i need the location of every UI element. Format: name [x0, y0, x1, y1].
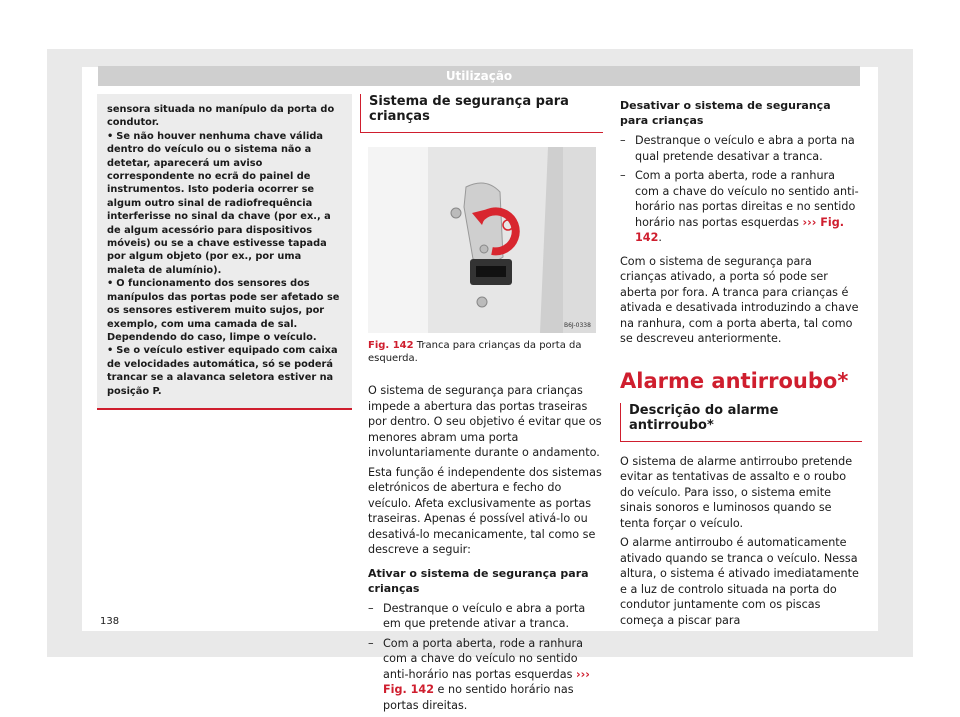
bullet-icon: •: [107, 345, 114, 357]
column-middle: [361, 94, 603, 717]
paragraph: O sistema de segurança para crianças impede a abertura das portas traseiras por dentro. O seu objetivo é evitar que os menores abram uma porta involuntariamente durante o andamento.: [368, 384, 602, 459]
paragraph: Esta função é independente dos sistemas eletrónicos de abertura e fecho do veículo. Afeta exclusivamente as portas traseiras. Apenas é possível ativá-lo ou desativá-lo mecanicamente, tal como se descreve a seguir:: [368, 465, 602, 556]
dash-icon: –: [368, 636, 374, 650]
figure-reference-link[interactable]: ››› Fig. 142: [383, 667, 590, 696]
warning-bullet: [107, 344, 342, 398]
page-number: 138: [100, 616, 120, 627]
paragraph: O alarme antirroubo é automaticamente ativado quando se tranca o veículo. Nessa altura, o sistema é ativado imediatamente e a luz de controlo situada na porta do condutor juntamente com os piscas começa a piscar para: [620, 536, 859, 627]
activate-heading: Ativar o sistema de segurança para crianças: [368, 566, 589, 595]
warning-bullet-text: O funcionamento dos sensores dos manípulos das portas pode ser afetado se os sensores estiverem muito sujos, por exemplo, com uma camada de sal. Dependendo do caso, limpe o veículo.: [107, 278, 340, 343]
step-text: Com a porta aberta, rode a ranhura com a chave do veículo no sentido anti-horário nas portas esquerdas: [383, 636, 583, 681]
warning-bullet: [107, 277, 342, 344]
deactivate-steps: [620, 133, 862, 246]
section-title: Sistema de segurança para crianças: [360, 94, 603, 133]
figure-label: Fig. 142: [368, 340, 414, 351]
activate-steps: [368, 601, 603, 714]
figure-caption: [368, 339, 603, 365]
warning-bullet-text: Se o veículo estiver equipado com caixa de velocidades automática, só se poderá trancar se a alavanca seletora estiver na posição P.: [107, 345, 338, 397]
list-item: [368, 636, 603, 714]
paragraph: Com o sistema de segurança para crianças ativado, a porta só pode ser aberta por fora. A tranca para crianças é ativada e desativada introduzindo a chave na ranhura, com a porta aberta, tal como se descreveu anteriormente.: [620, 254, 859, 345]
warning-bullet: [107, 130, 342, 277]
section-title-alarm: Alarme antirroubo*: [620, 368, 849, 393]
page-header: Utilização: [98, 66, 860, 86]
dash-icon: –: [620, 169, 626, 182]
dash-icon: –: [620, 134, 626, 147]
list-item: [620, 133, 862, 164]
figure-child-lock: [368, 147, 596, 333]
warning-intro: sensora situada no manípulo da porta do condutor.: [107, 104, 335, 129]
bullet-icon: •: [107, 130, 114, 142]
warning-box: [97, 94, 352, 410]
dash-icon: –: [368, 601, 374, 615]
list-item: [620, 168, 862, 246]
section-subtitle-alarm: Descrição do alarme antirroubo*: [620, 403, 862, 442]
deactivate-heading: Desativar o sistema de segurança para crianças: [620, 99, 831, 127]
warning-bullet-text: Se não houver nenhuma chave válida dentro do veículo ou o sistema não a detetar, aparecerá um aviso correspondente no ecrã do painel de instrumentos. Isto poderia ocorrer se algum outro sinal de radiofrequência interferisse no sinal da chave (por ex., a de algum acessório para dispositivos móveis) ou se a chave estivesse tapada por algum objeto (por ex., por uma maleta de alumínio).: [107, 130, 331, 276]
step-text: .: [658, 231, 662, 244]
column-right: [620, 94, 862, 628]
list-item: [368, 601, 603, 632]
figure-caption-text: Tranca para crianças da porta da esquerda.: [368, 340, 582, 364]
figure-reference-link[interactable]: ››› Fig. 142: [635, 215, 845, 244]
step-text: Destranque o veículo e abra a porta em que pretende ativar a tranca.: [383, 601, 586, 630]
column-left: [97, 94, 352, 410]
paragraph: O sistema de alarme antirroubo pretende evitar as tentativas de assalto e o roubo do veículo. Para isso, o sistema emite sinais sonoros e luminosos quando se tenta forçar o veículo.: [620, 454, 853, 530]
step-text: Destranque o veículo e abra a porta na qual pretende desativar a tranca.: [635, 134, 855, 163]
door-lock-illustration: [368, 147, 596, 333]
figure-code: B6J-0338: [564, 322, 591, 329]
step-text: e no sentido horário nas portas direitas.: [383, 683, 574, 712]
step-text: Com a porta aberta, rode a ranhura com a chave do veículo no sentido anti-horário nas portas direitas e no sentido horário nas portas esquerdas: [635, 169, 859, 229]
bullet-icon: •: [107, 278, 114, 290]
